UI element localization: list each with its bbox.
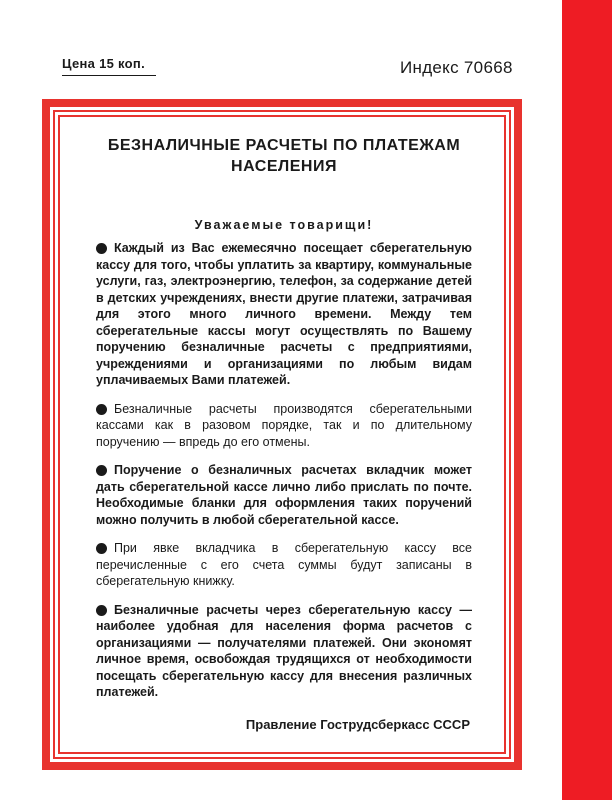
index-label: Индекс 70668 (400, 58, 513, 77)
paragraph-4: При явке вкладчика в сберегательную кассу все перечисленные с его счета суммы будут записаны в сберегательную книжку. (96, 541, 472, 588)
bullet-dot-icon (96, 605, 107, 616)
document-title (96, 135, 472, 177)
signature: Правление Гострудсберкасс СССР (245, 716, 470, 732)
paragraph-3: Поручение о безналичных расчетах вкладчик может дать сберегательной кассе лично либо прислать по почте. Необходимые бланки для оформления таких поручений можно получить в любой сберегательной кассе. (96, 463, 472, 527)
bullet-dot-icon (96, 404, 107, 415)
red-edge-strip (562, 0, 612, 800)
greeting: Уважаемые товарищи! (194, 218, 374, 232)
title-line-2: НАСЕЛЕНИЯ (231, 158, 337, 175)
title-line-1: БЕЗНАЛИЧНЫЕ РАСЧЕТЫ ПО ПЛАТЕЖАМ (107, 137, 461, 154)
price-label: Цена 15 коп. (62, 56, 156, 76)
paragraph-5: Безналичные расчеты через сберегательную кассу — наиболее удобная для населения форма расчетов с организациями — получателями платежей. Они экономят личное время, освобождая трудящихся от необходимости посещать сберегательную кассу для внесения различных платежей. (96, 602, 472, 699)
document-body (96, 135, 472, 732)
bullet-dot-icon (96, 243, 107, 254)
bullet-dot-icon (96, 543, 107, 554)
paragraph-2: Безналичные расчеты производятся сберегательными кассами как в разовом порядке, так и по длительному поручению — впредь до его отмены. (96, 401, 472, 449)
bullet-dot-icon (96, 465, 107, 476)
paragraph-1: Каждый из Вас ежемесячно посещает сберегательную кассу для того, чтобы уплатить за квартиру, коммунальные услуги, газ, электроэнергию, телефон, за содержание детей в детских учреждениях, внести другие платежи, затрачивая для этого много личного времени. Между тем сберегательные кассы могут осуществлять по Вашему поручению безналичные расчеты с предприятиями, учреждениями и организациями по любым видам уплачиваемых Вами платежей. (96, 241, 472, 387)
